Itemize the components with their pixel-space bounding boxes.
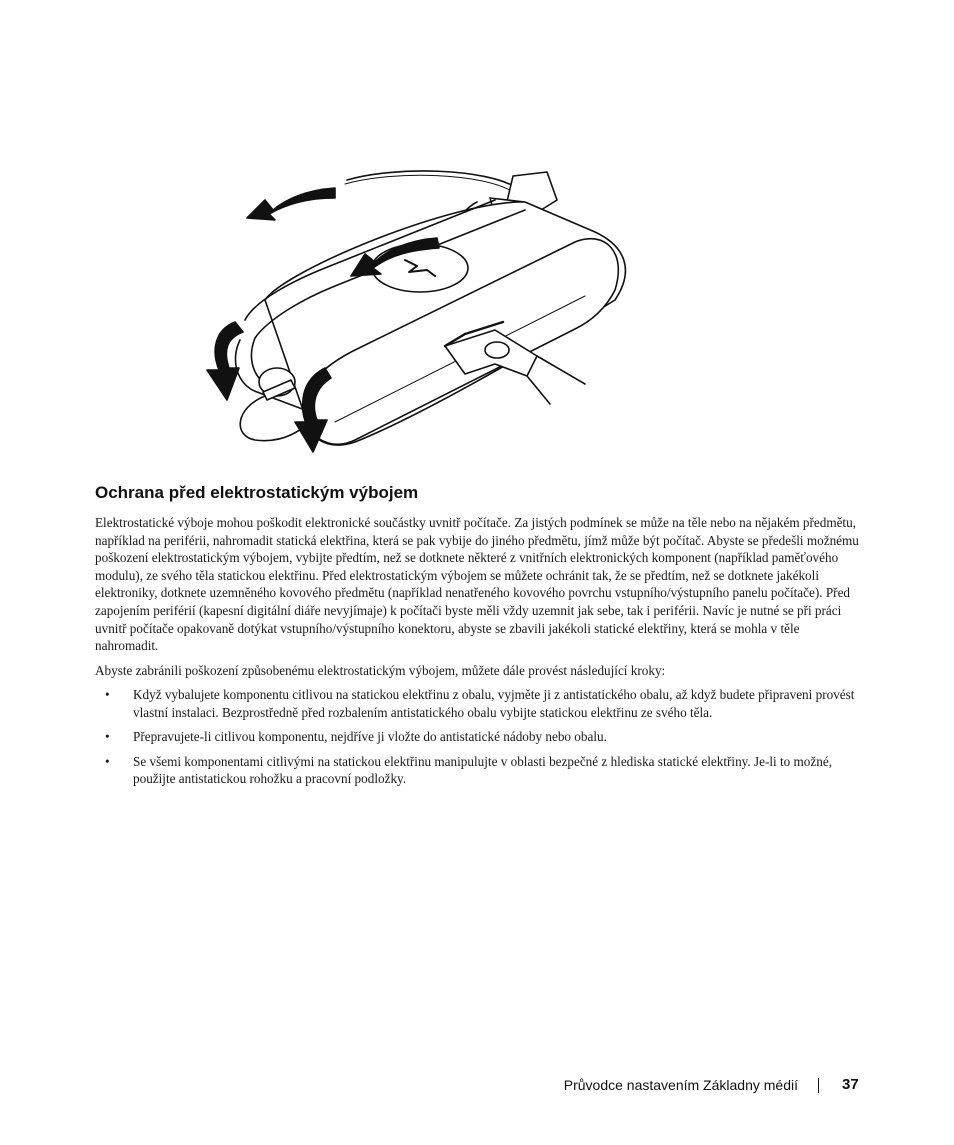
list-item-text: Se všemi komponentami citlivými na statickou elektřinu manipulujte v oblasti bezpečné z hlediska statické elektřiny. Je-li to možné, použijte antistatickou rohožku a pracovní podložky. xyxy=(133,753,832,787)
intro-paragraph: Elektrostatické výboje mohou poškodit elektronické součástky uvnitř počítače. Za jistých podmínek se může na těle nebo na nějakém předmětu, například na periférii, nahromadit statická elektřina, která se pak vybije do jiného předmětu, jímž může být počítač. Abyste se předešli možnému poškození elektrostatickým výbojem, vybijte předtím, než se dotknete některé z vnitřních elektronických komponent (například paměťového modulu), ze svého těla statickou elektřinu. Před elektrostatickým výbojem se můžete ochránit tak, že se předtím, než se dotknete jakékoli elektroniky, dotknete uzemněného kovového předmětu (například nenatřeného kovového povrchu vstupního/výstupního panelu počítače). Před zapojením periférií (kapesní digitální diáře nevyjímaje) k počítači byste měli vždy uzemnit jak sebe, tak i periférii. Navíc je nutné se při práci uvnitř počítače opakovaně dotýkat vstupního/výstupního konektoru, abyste se zbavili jakékoli statické elektřiny, která se mohla v těle nahromadit. xyxy=(95,515,859,654)
list-item xyxy=(95,753,860,788)
steps-intro-paragraph: Abyste zabránili poškození způsobenému elektrostatickým výbojem, můžete dále provést následující kroky: xyxy=(95,663,666,678)
list-item xyxy=(95,686,860,721)
section-heading: Ochrana před elektrostatickým výbojem xyxy=(95,483,419,502)
footer-document-title: Průvodce nastavením Základny médií xyxy=(563,1077,798,1093)
media-base-illustration xyxy=(195,160,645,460)
list-item-text: Když vybalujete komponentu citlivou na statickou elektřinu z obalu, vyjměte ji z antistatického obalu, až když budete připraveni provést vlastní instalaci. Bezprostředně před rozbalením antistatického obalu vybijte statickou elektřinu ze svého těla. xyxy=(133,687,855,720)
esd-steps-list xyxy=(95,686,860,795)
list-item-text: Přepravujete-li citlivou komponentu, nejdříve ji vložte do antistatické nádoby nebo obalu. xyxy=(133,729,607,745)
bullet-icon: • xyxy=(105,753,110,769)
footer-divider xyxy=(818,1078,819,1093)
bullet-icon: • xyxy=(105,687,110,702)
bullet-icon: • xyxy=(105,729,110,745)
list-item xyxy=(95,728,860,746)
page-number: 37 xyxy=(842,1076,859,1093)
